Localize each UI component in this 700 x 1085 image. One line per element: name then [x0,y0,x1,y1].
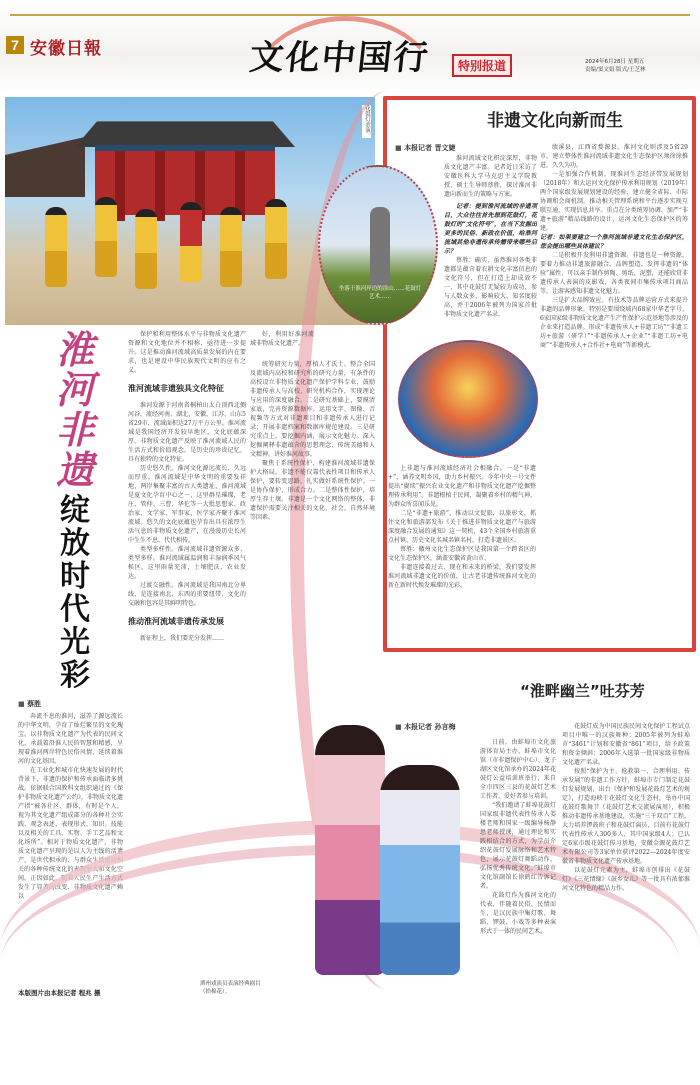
profile-title: “淮畔幽兰”吐芬芳 [520,682,645,700]
caption-line: 泗州戏演员表演经典剧目 [200,981,261,987]
paragraph: 一是加强合作机制。现淮河生态经济带发展规划（2018年）和大运河文化保护传承利用规划（2019年）两个国家级发展规划建设的经验，建立健全省际、市际协调和会商机制。推动相关管理系统和平台逐步实现互联互通，实现信息共享。重点在分类统筹协调、加严“非遗+旅游”精品线路的设计，运河文化生态保护区的筹建。 [540,171,688,232]
paragraph: 二是积极开发利用非遗资源。非遗也是一种资源，要着力推动非遗旅游融合、品牌塑造，发挥非遗的“体验”属性，可以亲手制作剪陶、剪纸、泥塑，还能欣赏非遗传承人表演的皮影戏，各类夜间市集传承项目商品等，让游客感知非遗文化魅力。 [540,252,688,295]
paragraph: 在工业化和城市化快速发展的时代背景下，非遗的保护和传承面临诸多挑战。依据联合国教科文组织通过的《保护非物质文化遗产公约》，非物质文化遗产指“被各社区、群体，有时是个人，视为其文化遗产组成部分的各种社会实践、观念表述、表现形式、知识、技能以及相关的工具、实物、手工艺品和文化场所”。相对于物质文化遗产，非物质文化遗产呈现的是以人为主线的活遗产，是世代相承的、与群众生活密切相关的各种传统文化的表现形式和文化空间。正因如此，随着人民生产生活方式发生了显著的改变，非物质文化遗产赖以 [18,767,124,900]
photo-credit: 本版图片由本报记者 程兆 摄 [18,989,101,997]
paragraph: 好，利用好淮河流域非物质文化遗产。 [250,331,314,347]
photo-caption: 花鼓灯表演。 [364,105,370,138]
paragraph: 奔流不息的淮河，滋养了源远流长的中华文明，孕育了灿烂繁星的文化瑰宝。以非物质文化遗产为代表的民间文化，承载着沿淮人民的智慧和精感，呈现着淮河两岸特色民俗风情，延续着淮河的文化基因。 [18,713,123,765]
paragraph: 统筹研究力量，厚植人才沃土。整合全国及流域内高校和研究所的研究力量，有条件的高校设立非物质文化遗产保护学科专业，鼓励非遗传承人与高校、研究机构合作，实现理论与应用的深度融合。二是研究基础上，要摸清家底，完善资源数据库。运用文字、图像、音视频等方式对非遗项目和非遗传承人进行记录；开展非遗档案和数据库规范建设。三是研究重点上，要挖掘内涵，展示文化魅力。深入挖掘阐释非遗蕴含的思想理念、传统美德和人文精神，讲好淮河故事。 [250,361,375,458]
circle-caption: 坐落于淮河岸边的涂山……花鼓灯艺术…… [338,286,422,300]
paragraph: 三是扩大品牌效应。有技术等品牌运营方式来提升非遗的品牌形象。特别是要围绕域内68家中华老字号、6家国家级非物质文化遗产生产性保护示范基地等涉及的企业来打造品牌。形成“非遗传承人+非遗工坊”“非遗工坊+旅游（研学）”“非遗传承人+企业”“非遗工坊+电商”“非遗传承人+合作社+电商”等新模式。 [540,297,688,349]
paragraph: 过渡交融性。淮河流域是我国南北分界线，是连接南北、东西的重要纽带，文化的交融和包容是其鲜明特色。 [128,582,246,607]
caption-line: （拾棉花）。 [200,989,231,995]
paragraph: 日前，由蚌埠市文化旅游体育局主办，蚌埠市文化馆（市非遗保护中心）、龙子湖区文化馆承办的2024年花鼓灯公益培训班举行，来自全市四区三县的花鼓灯艺术工作者、爱好者参与培训。 [480,739,556,800]
profile-byline: ■ 本报记者 孙言梅 [395,722,456,732]
feature-byline: ■ 蔡胜 [18,699,41,709]
paragraph: 花鼓灯作为淮河文化的代表，伴随着民俗、民情而生，是汉民族中集灯歌、舞蹈、锣鼓、小戏等多种表演形式于一体的民间艺术。 [480,892,556,935]
page-number: 7 [6,36,24,54]
tushan-photo [318,165,438,325]
special-report-badge: 特别报道 [452,54,512,77]
paragraph: 非遗连接着过去、现在和未来的桥梁，我们要发挥淮河流域非遗文化的价值，让古老非遗传统淮河文化的新在新时代焕发璀璨的光彩。 [388,564,536,589]
feature-title-sub: 绽放时代光彩 [60,493,90,693]
paragraph: “我们邀请了蚌埠花鼓灯国家级非遗代表性传承人娄楼老师和国家一级编导杨静思老师授课，通过理论和实践相结合的方式，为学员介绍花鼓灯发展脉络和艺术特色，展示花鼓灯舞蹈动作，弘扬优秀传统文化。”蚌埠市文化馆副馆长徐鹤红告诉记者。 [480,802,556,890]
bottom-photo-caption [200,980,310,996]
answer: 蔡胜：确实，虽然淮河各类非遗都是蕴含着农耕文化丰富信息的文化符号，但在打造上却成效不一，其中花鼓灯无疑较为成功，参与人数众多、影响较大、知名度较高，并于2006年被列为国家首批非物质文化遗产名录。 [444,257,537,318]
profile-column-1 [480,738,556,936]
date-line [585,58,645,74]
interview-byline: ■ 本报记者 晋文婕 [395,143,456,153]
paragraph: 以花鼓灯元素为主，蚌埠市创排出《花鼓灯》《三花情缘》《鼓乡女儿》等一批具有浓郁淮河文化特色的精品力作。 [562,867,690,892]
paragraph: 历史悠久性。淮河文化源远流长、久远而厚重。淮河流域是中华文明的重要发祥地，两岸集聚丰富的古人类遗址，淮河流域是夏文化孕育中心之一，这里群星璀璨，老庄、管仲、三曹、华佗等一大批思想家、政治家、文学家、军事家、医学家齐聚于淮河流域。悠久的文化底蕴也孕育出具有浓厚生活气息的非物质文化遗产，在漫漫历史长河中生生不息，代代相传。 [128,465,246,544]
feature-column-c-top [250,330,314,348]
date: 2024年6月28日 星期五 [585,59,645,65]
question: 记者：提到淮河流域的非遗项目，大众往往首先想到花鼓灯，花鼓灯的“文化符号”，在当下发掘出更多的民俗、新政在价值，给淮河流域其他非遗传承传播带来哪些启示？ [444,203,537,255]
paragraph: 按照“保护为主、抢救第一、合理利用、传承发展”的非遗工作方针，蚌埠市专门制定花鼓灯发展规划，出台《保护和发展花鼓灯艺术的规定》，打造海峡于花鼓灯文化生态村，举办中国花鼓灯歌舞节（花鼓灯艺术交流展演周），积极推动非遗传承基地建设，实施“三千双百”工程，大力培养锣鼓班子和花鼓灯演员，目前有花鼓灯代表性传承人300多人，其中国家级4人；已认定6家市级花鼓灯传习基地，安徽金源花鼓灯艺术有限公司等3家单位获评2022—2024年度安徽省非物质文化遗产传承基地。 [562,768,690,865]
paragraph: 花鼓灯成为中国民族民间文化保护工程试点项目中唯一的汉族舞种；2005年被列为蚌埠市“3461”计划和安徽省“861”项目，给予政策和资金倾斜；2006年入选第一批国家级非物质文化遗产名录。 [562,723,690,766]
paragraph: 绩溪县，江西省婺源县。淮河文化则涉及5省29市，建立整体性淮河流域非遗文化生态保护区须徐徐推进，久久为功。 [540,144,688,169]
sizhouxi-performers-photo [295,705,475,975]
subheading: 推动淮河流域非遗传承发展 [128,617,224,626]
paragraph: 二是“非遗+旅游”，推动以文促旅，以旅彰文。抓住文化和旅游部发布《关于推进非物质文化遗产与旅游深度融合发展的通知》这一契机，43个全国乡村旅游重点村镇、历史文化名城名镇名村，打造非遗景区。 [388,510,536,544]
paragraph: 新征程上，我们要充分发挥…… [140,635,225,642]
interview-left-column [444,154,537,319]
lead: 淮河流域文化积淀深厚，非物质文化遗产丰富。记者近日采访了安徽医科大学马克思主义学院教授、硕士生导师蔡胜，探讨淮河非遗向新而生的策略与方案。 [444,155,537,198]
editors: 责编/窦文娟 版式/王芝林 [585,67,646,73]
interview-title: 非遗文化向新而生 [487,111,623,131]
feature-column-c [250,360,375,522]
paragraph: 上非遗与淮河流域经济社会相融合。一是“非遗+”，涵养文明乡风，助力乡村振兴。今年中央一号文件提出“赓续”振兴农业文化遗产和非物质文化遗产挖掘整理传承利用”。非遗根植于民间，凝聚着乡村的精气神，为群众所喜闻乐见。 [388,465,536,508]
answer: 蔡胜：徽州文化生态保护区是我国第一个跨省区的文化生态保护区，涵盖安徽省黄山市、 [388,546,536,562]
feature-column-b [128,330,246,643]
paragraph: 淮河发源于河南省桐柏山太白顶西北侧河谷，流经河南、湖北、安徽、江苏、山东5省29市，流域面积达27万平方公里。淮河流域是我国经济开发较早地区，文化底蕴深厚。非物质文化遗产反映了淮河流域人民的生活方式和价值观念，是历史的珍贵记忆，具有独特的文化特征。 [128,402,246,463]
interview-mid-column [388,464,536,590]
subheading: 淮河流域非遗独具文化特征 [128,384,224,393]
interview-right-column [540,143,688,350]
paragraph: 保护和利用整体水平与非物质文化遗产资源和文化地位并不相称，亟待进一步提升。这是推动淮河流域高质量发展的内在要求，也是建设中华民族现代文明的应有之义。 [128,331,246,374]
column-title: 文化中国行 [247,38,432,78]
question: 记者：如果要建立一个淮河流域非遗文化生态保护区，您会提出哪些具体建议？ [540,234,688,250]
paragraph: 类型多样性。淮河流域非遗资源众多、类型多样。淮河流域属温润和丰湿润季风气候区，这里雨量充沛，土壤肥沃，农业发达。 [128,546,246,580]
profile-column-2 [562,722,690,893]
newspaper-logo: 安徽日報 [30,39,102,59]
paragraph: 聚焦于系统性保护，构建淮河流域非遗保护大格局。非遗不能仅靠代表性项目和传承人保护，要转变思路，扎实做好系统性保护。一是协作保护，形成合力。二是整体性保护，培厚生存土壤。非遗是一个文化网络的整体，非遗保护需要关注相关的文化、社会、自然环境等因素。 [250,460,375,521]
feature-title-main: 淮河非遗 [55,327,94,492]
masthead [0,0,700,95]
dance-performance-photo [398,340,538,458]
